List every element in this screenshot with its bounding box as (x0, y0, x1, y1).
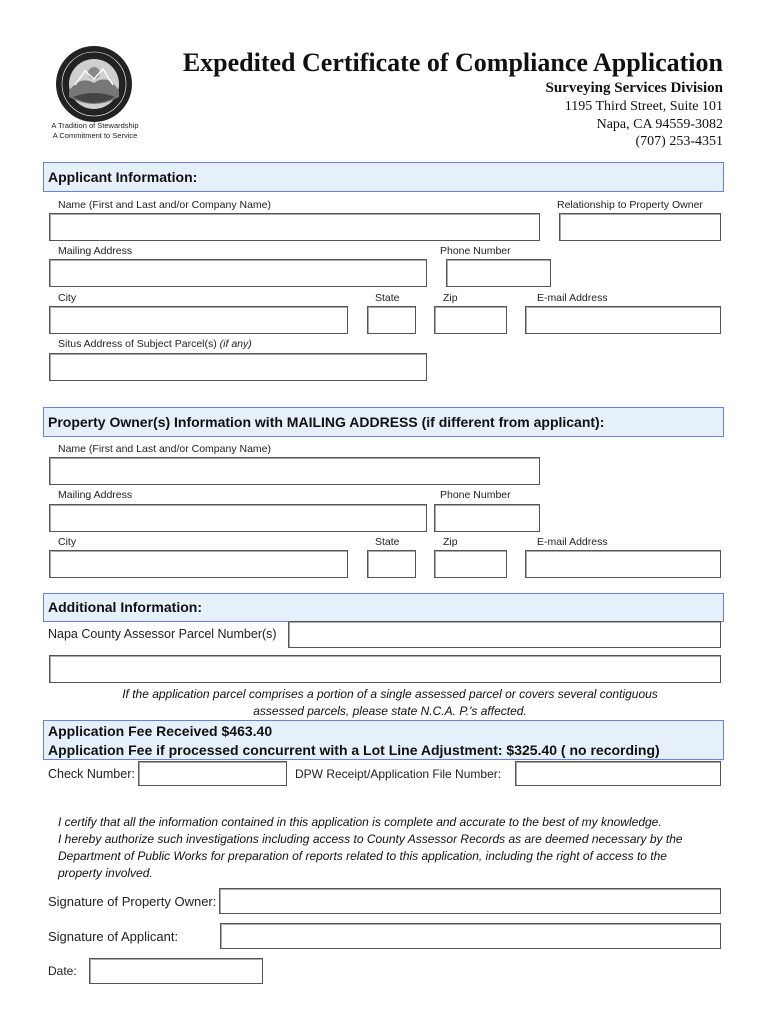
applicant-state-field[interactable] (367, 306, 416, 334)
owner-signature-field[interactable] (219, 888, 721, 914)
situs-label-note: (if any) (219, 338, 252, 350)
applicant-phone-input[interactable] (447, 260, 550, 286)
situs-input[interactable] (50, 354, 426, 380)
check-number-label: Check Number: (48, 767, 135, 781)
applicant-email-input[interactable] (526, 307, 720, 333)
address-line1: 1195 Third Street, Suite 101 (564, 99, 723, 114)
owner-email-input[interactable] (526, 551, 720, 577)
additional-section-header: Additional Information: (43, 593, 724, 622)
applicant-email-field[interactable] (525, 306, 721, 334)
fee-received-text: Application Fee Received $463.40 (48, 723, 273, 739)
owner-zip-input[interactable] (435, 551, 506, 577)
applicant-zip-input[interactable] (435, 307, 506, 333)
apn-note-line2: assessed parcels, please state N.C.A. P.'s affected. (253, 704, 527, 718)
owner-signature-input[interactable] (220, 889, 720, 913)
applicant-zip-label: Zip (443, 292, 458, 304)
apn-note-line1: If the application parcel comprises a portion of a single assessed parcel or covers several contiguous (122, 687, 658, 701)
date-field[interactable] (89, 958, 263, 984)
owner-city-input[interactable] (50, 551, 347, 577)
county-seal-logo (55, 45, 133, 123)
applicant-city-label: City (58, 292, 77, 304)
applicant-phone-field[interactable] (446, 259, 551, 287)
phone-number: (707) 253-4351 (635, 134, 723, 149)
applicant-city-field[interactable] (49, 306, 348, 334)
owner-phone-label: Phone Number (440, 489, 511, 501)
applicant-mailing-input[interactable] (50, 260, 426, 286)
owner-section-header: Property Owner(s) Information with MAILING ADDRESS (if different from applicant): (43, 407, 724, 437)
applicant-email-label: E-mail Address (537, 292, 608, 304)
situs-label-text: Situs Address of Subject Parcel(s) (58, 338, 217, 350)
situs-field[interactable] (49, 353, 427, 381)
applicant-signature-field[interactable] (220, 923, 721, 949)
apn-additional-field[interactable] (49, 655, 721, 683)
apn-field[interactable] (288, 621, 721, 648)
owner-name-field[interactable] (49, 457, 540, 485)
tagline-stewardship: A Tradition of Stewardship (51, 121, 139, 130)
division-name: Surveying Services Division (545, 80, 723, 96)
owner-state-field[interactable] (367, 550, 416, 578)
page-title: Expedited Certificate of Compliance Application (182, 48, 723, 77)
applicant-phone-label: Phone Number (440, 245, 511, 257)
owner-city-label: City (58, 536, 77, 548)
owner-city-field[interactable] (49, 550, 348, 578)
date-input[interactable] (90, 959, 262, 983)
county-seal-icon (55, 45, 133, 123)
relationship-input[interactable] (560, 214, 720, 240)
owner-mailing-input[interactable] (50, 505, 426, 531)
applicant-name-input[interactable] (50, 214, 539, 240)
apn-input[interactable] (289, 622, 720, 647)
applicant-city-input[interactable] (50, 307, 347, 333)
apn-additional-input[interactable] (50, 656, 720, 682)
address-line2: Napa, CA 94559-3082 (596, 117, 723, 132)
owner-email-label: E-mail Address (537, 536, 608, 548)
owner-state-label: State (375, 536, 400, 548)
applicant-mailing-field[interactable] (49, 259, 427, 287)
date-label: Date: (48, 964, 77, 978)
check-number-field[interactable] (138, 761, 287, 786)
applicant-zip-field[interactable] (434, 306, 507, 334)
applicant-name-label: Name (First and Last and/or Company Name) (58, 199, 271, 211)
receipt-number-label: DPW Receipt/Application File Number: (295, 767, 502, 781)
receipt-number-field[interactable] (515, 761, 721, 786)
owner-phone-input[interactable] (435, 505, 539, 531)
applicant-state-input[interactable] (368, 307, 415, 333)
apn-label: Napa County Assessor Parcel Number(s) (48, 627, 277, 641)
owner-phone-field[interactable] (434, 504, 540, 532)
tagline-service: A Commitment to Service (52, 131, 138, 140)
applicant-section-header: Applicant Information: (43, 162, 724, 192)
owner-state-input[interactable] (368, 551, 415, 577)
applicant-mailing-label: Mailing Address (58, 245, 133, 257)
certification-line1: I certify that all the information contained in this application is complete and accurate to the best of my knowledge. (58, 815, 662, 829)
owner-zip-label: Zip (443, 536, 458, 548)
check-number-input[interactable] (139, 762, 286, 785)
fee-lla-text: Application Fee if processed concurrent with a Lot Line Adjustment: $325.40 ( no recording) (48, 742, 660, 758)
situs-label (58, 338, 252, 350)
receipt-number-input[interactable] (516, 762, 720, 785)
owner-name-label: Name (First and Last and/or Company Name) (58, 443, 271, 455)
owner-zip-field[interactable] (434, 550, 507, 578)
applicant-signature-input[interactable] (221, 924, 720, 948)
fees-section-header (43, 720, 724, 760)
certification-line3: Department of Public Works for preparation of reports related to this application, including the right of access to the (58, 849, 667, 863)
owner-mailing-field[interactable] (49, 504, 427, 532)
applicant-name-field[interactable] (49, 213, 540, 241)
applicant-state-label: State (375, 292, 400, 304)
owner-mailing-label: Mailing Address (58, 489, 133, 501)
owner-signature-label: Signature of Property Owner: (48, 894, 217, 909)
relationship-label: Relationship to Property Owner (557, 199, 703, 211)
owner-name-input[interactable] (50, 458, 539, 484)
relationship-field[interactable] (559, 213, 721, 241)
certification-line4: property involved. (58, 866, 153, 880)
owner-email-field[interactable] (525, 550, 721, 578)
certification-line2: I hereby authorize such investigations including access to County Assessor Records as are deemed necessary by the (58, 832, 683, 846)
applicant-signature-label: Signature of Applicant: (48, 929, 179, 944)
